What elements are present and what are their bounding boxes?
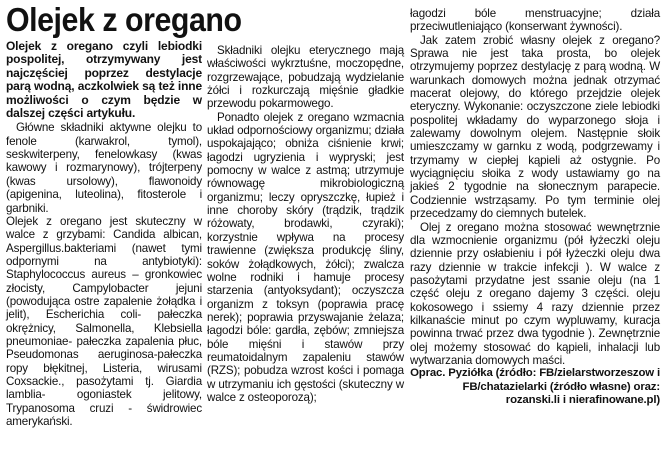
paragraph-active-ingredients: Główne składniki aktywne olejku to fenole (karwakrol, tymol), seskwiterpeny, fenelowkasy (kwas kawowy i rozmarynowy), trójterpeny (kwas ursolowy), flawonoidy (apigenina, luteolina), fitosterole i garbniki.	[6, 121, 202, 215]
paragraph-usage: Olej z oregano można stosować wewnętrznie dla wzmocnienie organizmu (pół łyżeczki oleju dziennie przy osłabieniu i pół łyżeczki oleju dwa razy dziennie w trakcie infekcji ). W walce z pasożytami przydatne jest ssanie oleju (na 1 część oleju z oregano dajemy 3 części. oleju kokosowego i ssiemy 4 razy dziennie przez kilkanaście minut po czym wypluwamy, kuracja powinna trwać przez dwa tygodnie ). Zewnętrznie olej możemy stosować do kąpieli, inhalacji lub wytwarzania domowych maści.	[410, 220, 660, 367]
article-lead: Olejek z oregano czyli lebiodki pospolitej, otrzymywany jest najczęściej poprzez destylacje parą wodną, aczkolwiek są też inne możliwości o czym będzie w dalszej części artykułu.	[6, 39, 202, 121]
column-1	[6, 40, 202, 428]
column-2	[207, 44, 404, 404]
article-title: Olejek z oregano	[6, 1, 242, 38]
article-signature: Oprac. Pyziółka (źródło: FB/zielarstworzeszow i FB/chatazielarki (źródło własne) oraz: rozanski.li i nierafinowane.pl)	[410, 367, 660, 406]
paragraph-pathogens: Olejek z oregano jest skuteczny w walce z grzybami: Candida albican, Aspergillus.bakteriami (nawet tymi odpornymi na antybiotyki): Staphylococcus aureus – gronkowiec złocisty, Campylobacter jejuni (powodująca ostre zapalenie żołądka i jelit), Escherichia coli- pałeczka okrężnicy, Salmonella, Klebsiella pneumoniae- pałeczka zapalenia płuc, Pseudomonas aeruginosa-pałeczka ropy błękitnej, Listeria, wirusami Coxsackie., pasożytami tj. Giardia lamblia- ogoniastek jelitowy, Trypanosoma cruzi - świdrowiec amerykański.	[6, 214, 202, 428]
paragraph-benefits-continued: łagodzi bóle menstruacyjne; działa przeciwutleniająco (konserwant żywności).	[410, 7, 660, 34]
column-3	[410, 7, 660, 407]
paragraph-benefits: Ponadto olejek z oregano wzmacnia układ odpornościowy organizmu; działa uspokajająco; obniża ciśnienie krwi; łagodzi ugryzienia i wypryski; jest pomocny w walce z astmą; utrzymuje równowagę mikrobiologiczną organizmu; leczy opryszczkę, łupież i inne choroby skóry (trądzik, trądzik różowaty, brodawki, czyraki); korzystnie wpływa na procesy trawienne (zwiększa produkcję śliny, soków żołądkowych, żółci); zwalcza wolne rodniki i hamuje procesy starzenia (antyoksydant); oczyszcza organizm z toksyn (poprawia pracę nerek); poprawia przyswajanie żelaza; łagodzi bóle: gardła, zębów; zmniejsza bóle mięśni i stawów przy reumatoidalnym zapaleniu stawów (RZS); pobudza wzrost kości i pomaga w utrzymaniu ich gęstości (skuteczny w walce z osteoporozą);	[207, 110, 404, 404]
paragraph-how-to-make: Jak zatem zrobić własny olejek z oregano? Sprawa nie jest taka prosta, bo olejek otrzymujemy poprzez destylację z parą wodną. W warunkach domowych można jednak otrzymać macerat olejowy, do którego przejdzie olejek eteryczny. Wykonanie: oczyszczone ziele lebiodki pospolitej wkładamy do wyparzonego słoja i zalewamy dowolnym olejem. Następnie słoik umieszczamy w garnku z wodą, podgrzewamy i trzymamy w ciepłej kąpieli aż ostygnie. Po wyciągnięciu słoika z wody ustawiamy go na jakieś 2 tygodnie na słonecznym parapecie. Codziennie wstrząsamy. Po tym terminie olej przecedzamy do ciemnych butelek.	[410, 33, 660, 221]
paragraph-properties: Składniki olejku eterycznego mają właściwości wykrztuśne, moczopędne, rozgrzewające, pobudzają wydzielanie żółci i rozkurczają mięśnie gładkie przewodu pokarmowego.	[207, 44, 404, 111]
